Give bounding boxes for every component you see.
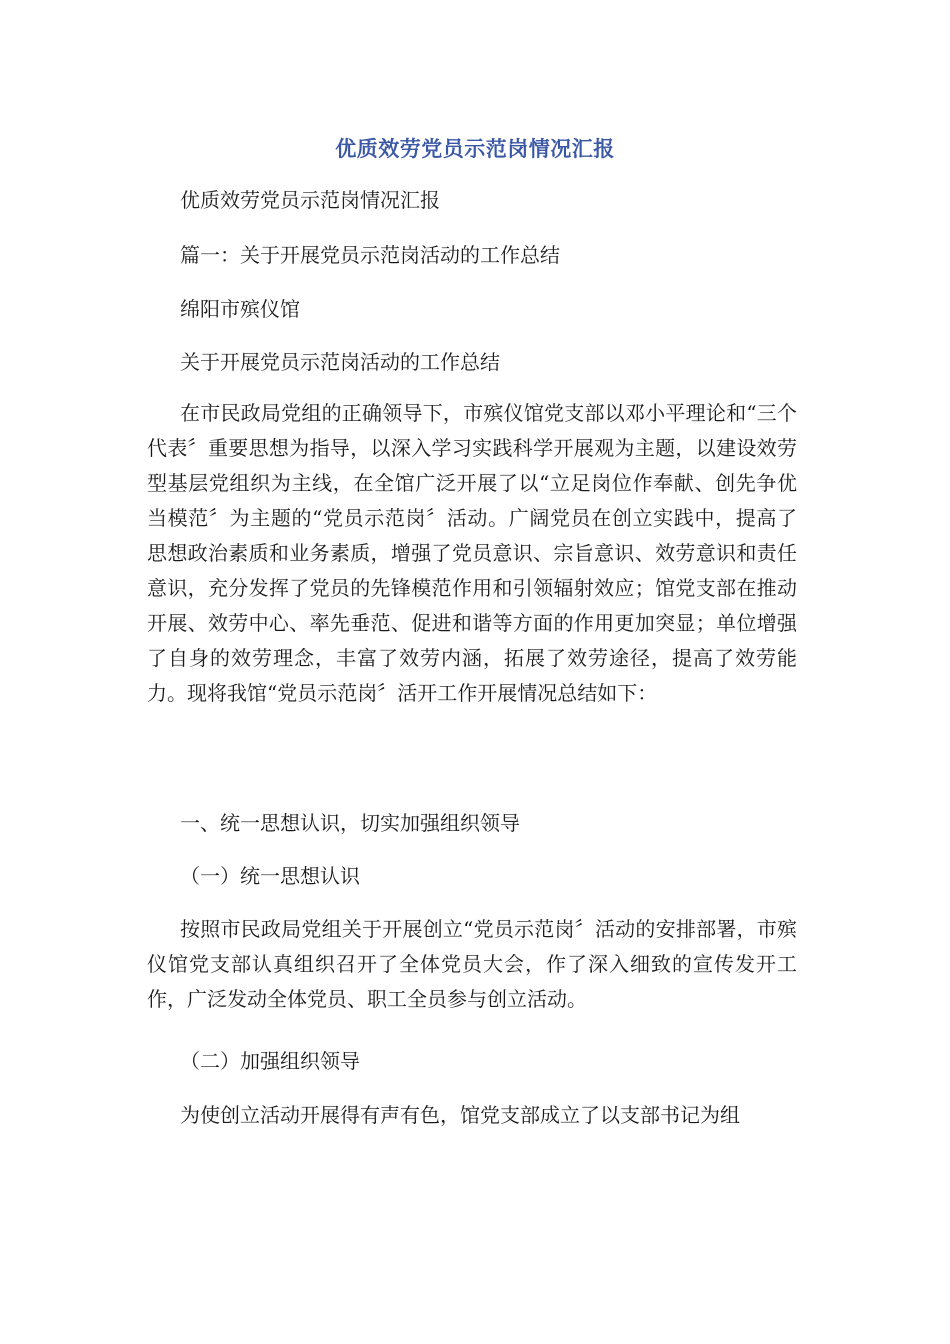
section-heading-1: 一、统一思想认识，切实加强组织领导 [180,811,520,835]
paragraph-organization: 为使创立活动开展得有声有色，馆党支部成立了以支部书记为组 [180,1103,740,1127]
report-subtitle: 关于开展党员示范岗活动的工作总结 [180,350,500,374]
heading-repeat: 优质效劳党员示范岗情况汇报 [180,188,440,212]
subsection-heading-2: （二）加强组织领导 [180,1049,360,1073]
chapter-heading: 篇一：关于开展党员示范岗活动的工作总结 [180,243,560,267]
subsection-heading-1: （一）统一思想认识 [180,864,360,888]
document-title: 优质效劳党员示范岗情况汇报 [335,137,615,161]
organization-name: 绵阳市殡仪馆 [180,297,300,321]
paragraph-thinking: 按照市民政局党组关于开展创立“党员示范岗〞活动的安排部署，市殡仪馆党支部认真组织召开了全体党员大会，作了深入细致的宣传发开工作，广泛发动全体党员、职工全员参与创立活动。 [147,917,797,1011]
paragraph-intro: 在市民政局党组的正确领导下，市殡仪馆党支部以邓小平理论和“三个代表〞重要思想为指导，以深入学习实践科学开展观为主题，以建设效劳型基层党组织为主线，在全馆广泛开展了以“立足岗位作奉献、创先争优当模范〞为主题的“党员示范岗〞活动。广阔党员在创立实践中，提高了思想政治素质和业务素质，增强了党员意识、宗旨意识、效劳意识和责任意识，充分发挥了党员的先锋模范作用和引领辐射效应；馆党支部在推动开展、效劳中心、率先垂范、促进和谐等方面的作用更加突显；单位增强了自身的效劳理念，丰富了效劳内涵，拓展了效劳途径，提高了效劳能力。现将我馆“党员示范岗〞活开工作开展情况总结如下： [147,401,797,705]
